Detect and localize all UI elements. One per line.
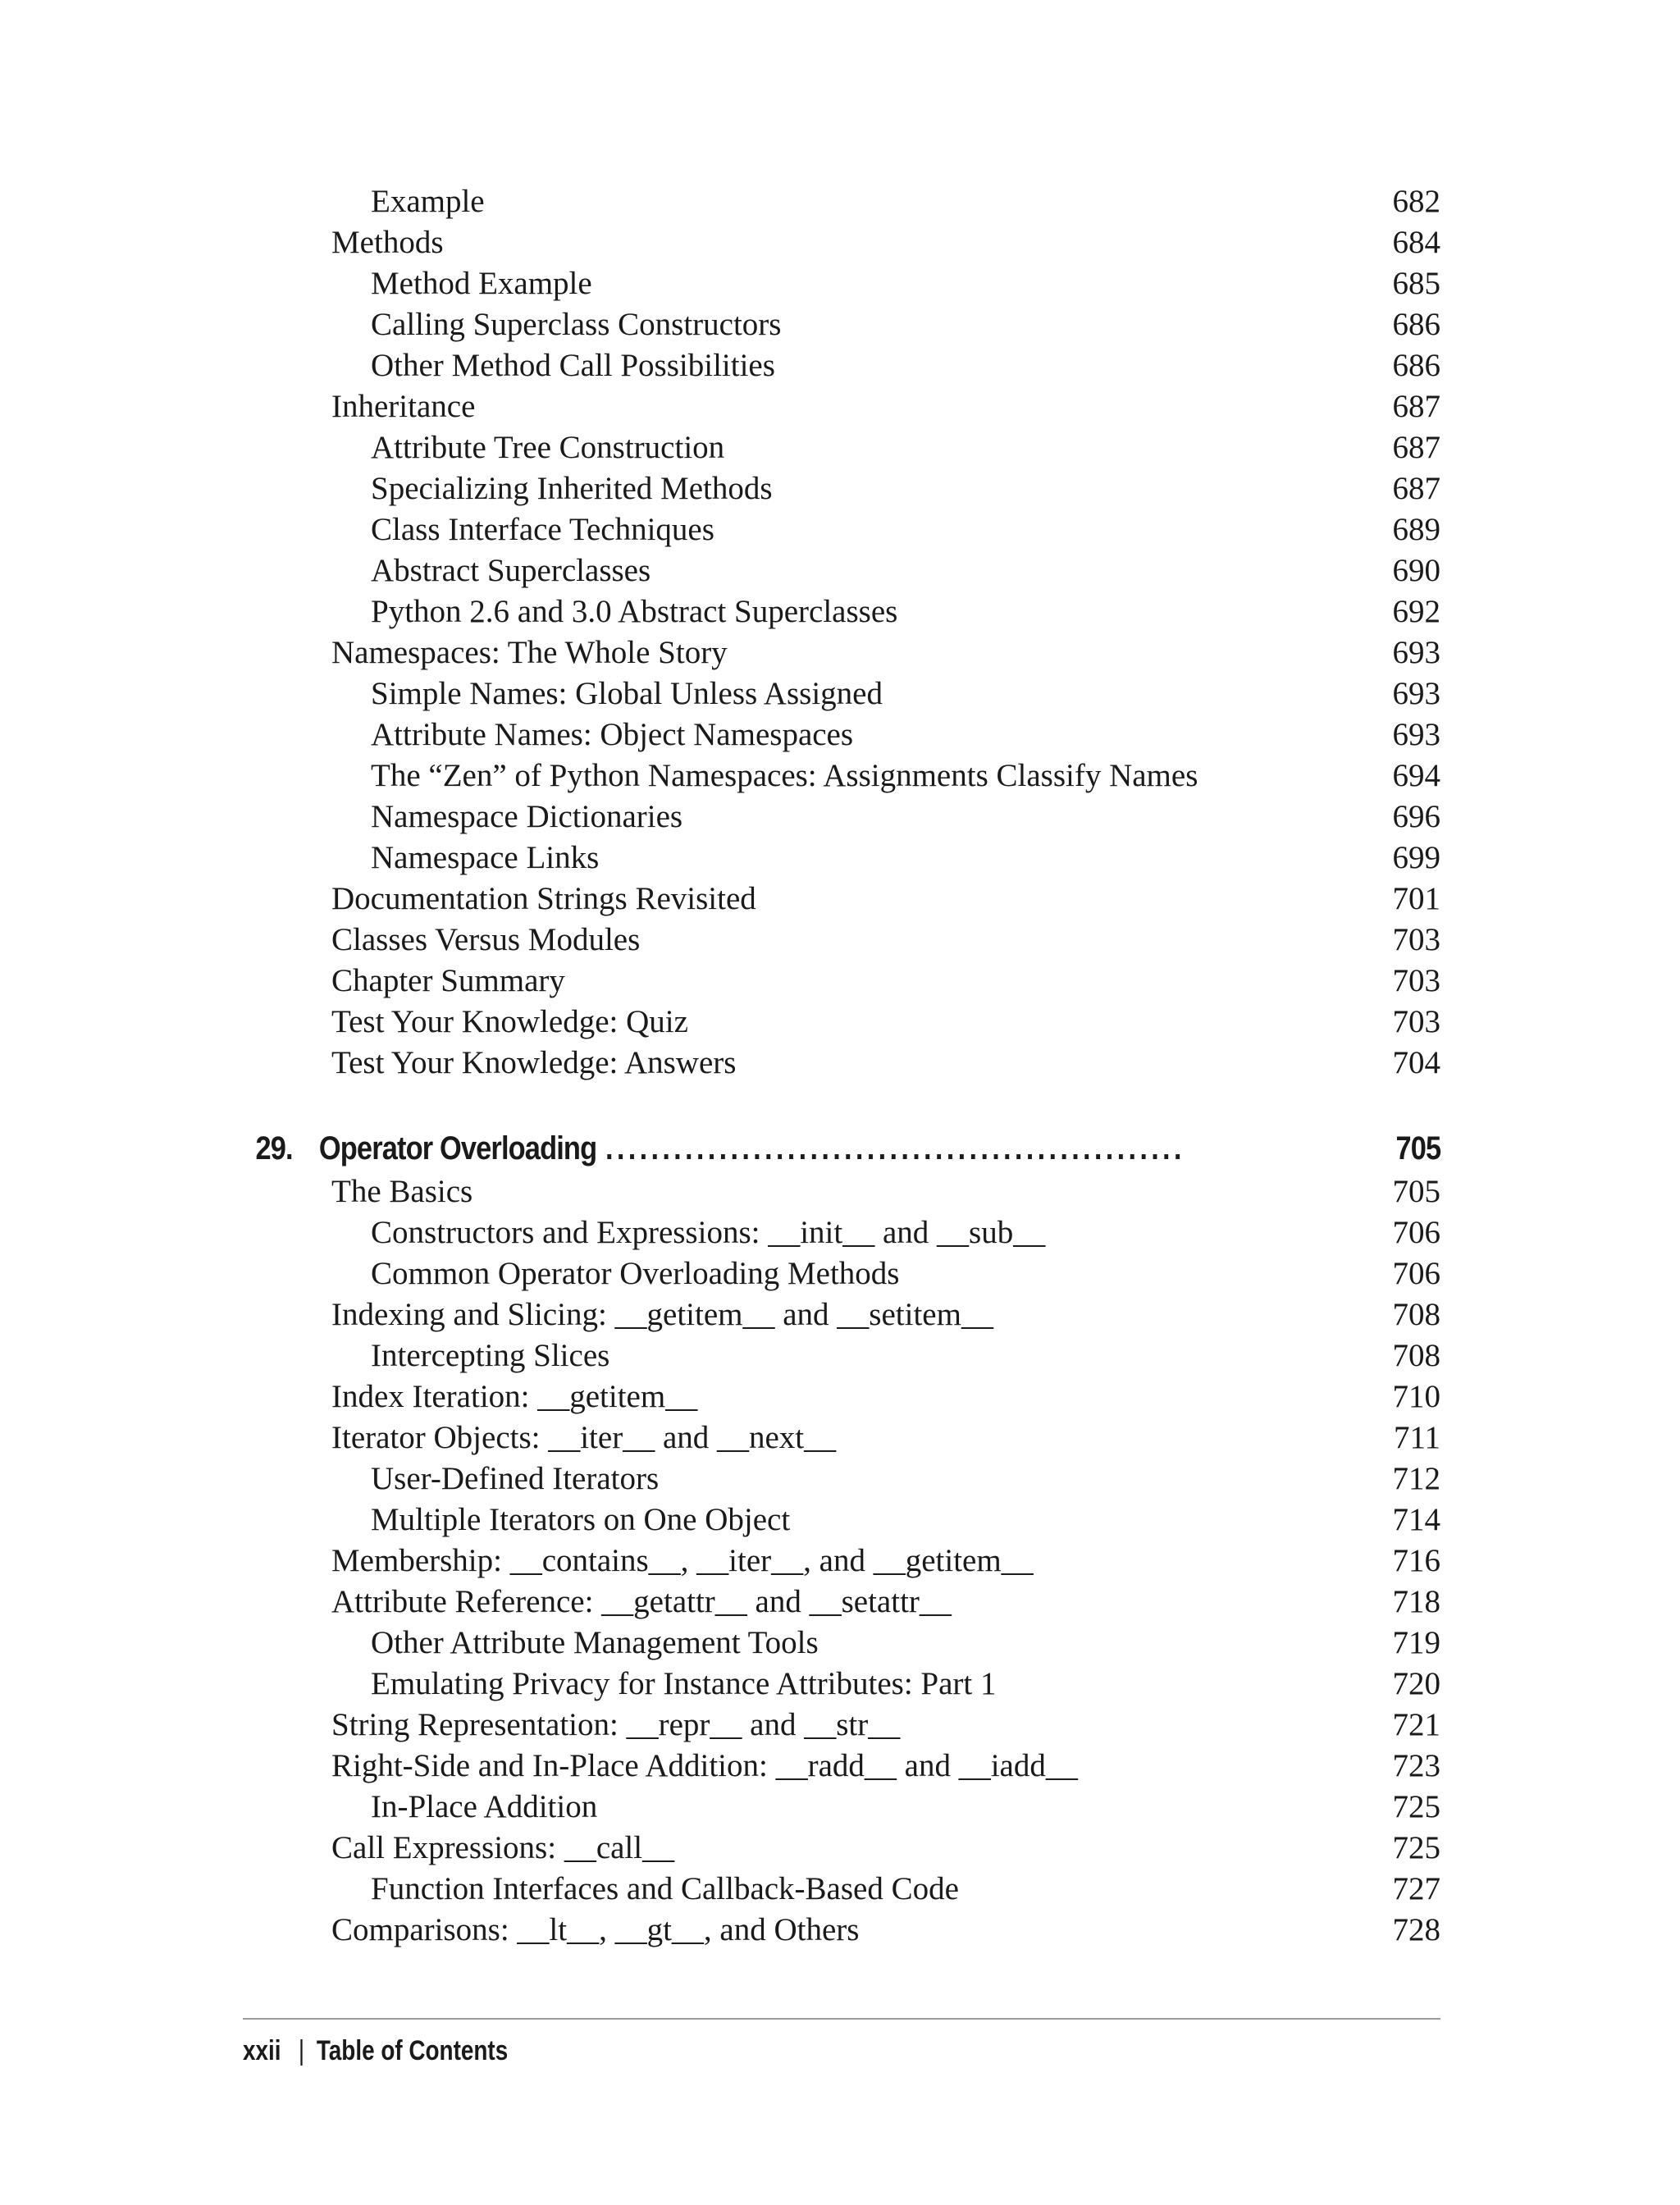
toc-entry	[243, 1418, 1440, 1459]
toc-entry-page-number: 703	[1392, 922, 1440, 957]
toc-entry-title: In-Place Addition	[371, 1789, 598, 1824]
toc-entry	[243, 550, 1440, 591]
toc-entry	[243, 1212, 1440, 1253]
toc-entry	[243, 838, 1440, 879]
toc-entry-title: String Representation: __repr__ and __str__	[331, 1707, 901, 1742]
toc-entry-title: Attribute Names: Object Namespaces	[371, 717, 854, 752]
toc-entry-page-number: 693	[1392, 635, 1440, 670]
toc-entry-title: Method Example	[371, 266, 592, 301]
toc-entry-page-number: 693	[1392, 676, 1440, 711]
toc-entry-title: Test Your Knowledge: Quiz	[331, 1004, 688, 1039]
toc-entry	[243, 1664, 1440, 1705]
toc-entry-title: User-Defined Iterators	[371, 1461, 660, 1496]
toc-entry	[243, 304, 1440, 345]
toc-entry-page-number: 689	[1392, 512, 1440, 547]
toc-entry-page-number: 694	[1392, 758, 1440, 793]
toc-entry-page-number: 714	[1392, 1502, 1440, 1537]
toc-entry-page-number: 721	[1392, 1707, 1440, 1742]
toc-entry	[243, 1746, 1440, 1787]
chapter-entries	[243, 1171, 1440, 1951]
toc-entry-title: Namespace Dictionaries	[371, 799, 683, 834]
toc-entry-page-number: 696	[1392, 799, 1440, 834]
toc-entry-title: Right-Side and In-Place Addition: __radd__ and __iadd__	[331, 1748, 1078, 1783]
toc-entry-page-number: 690	[1392, 553, 1440, 588]
toc-entry-page-number: 686	[1392, 348, 1440, 383]
toc-entry	[243, 1828, 1440, 1869]
toc-entry	[243, 961, 1440, 1002]
toc-entry	[243, 673, 1440, 714]
toc-entry-title: Methods	[331, 225, 444, 260]
toc-entry-page-number: 727	[1392, 1871, 1440, 1906]
toc-entry	[243, 1582, 1440, 1623]
toc-entry-page-number: 687	[1392, 471, 1440, 506]
toc-entry-page-number: 706	[1392, 1215, 1440, 1250]
toc-entry	[243, 1376, 1440, 1418]
toc-entry-title: Constructors and Expressions: __init__ and __sub__	[371, 1215, 1046, 1250]
footer-separator: |	[298, 2035, 305, 2066]
toc-entry-page-number: 692	[1392, 594, 1440, 629]
toc-entry-title: Emulating Privacy for Instance Attributes: Part 1	[371, 1666, 997, 1701]
toc-entry	[243, 386, 1440, 427]
toc-entry-page-number: 682	[1392, 184, 1440, 219]
toc-entry	[243, 427, 1440, 468]
toc-entry	[243, 797, 1440, 838]
toc-entry	[243, 1294, 1440, 1335]
running-title: Table of Contents	[316, 2035, 509, 2066]
toc-entry	[243, 1869, 1440, 1910]
chapter-number: 29.	[255, 1130, 293, 1166]
toc-entry-title: Attribute Tree Construction	[371, 430, 725, 465]
toc-entry-page-number: 705	[1392, 1174, 1440, 1209]
toc-entry	[243, 1002, 1440, 1043]
toc-entry-title: Membership: __contains__, __iter__, and __getitem__	[331, 1543, 1034, 1578]
toc-entry-title: Comparisons: __lt__, __gt__, and Others	[331, 1912, 860, 1947]
toc-entry-title: Inheritance	[331, 389, 476, 424]
toc-section-continued	[243, 181, 1440, 1084]
toc-entry-title: The “Zen” of Python Namespaces: Assignments Classify Names	[371, 758, 1198, 793]
toc-entry	[243, 509, 1440, 550]
toc-entry-title: Namespace Links	[371, 840, 600, 875]
toc-entry	[243, 468, 1440, 509]
toc-entry-page-number: 685	[1392, 266, 1440, 301]
toc-entry-page-number: 710	[1392, 1379, 1440, 1414]
toc-entry	[243, 1623, 1440, 1664]
toc-entry-page-number: 687	[1392, 389, 1440, 424]
toc-entry-title: Common Operator Overloading Methods	[371, 1256, 900, 1291]
toc-entry	[243, 1541, 1440, 1582]
toc-entry-page-number: 686	[1392, 307, 1440, 342]
toc-entry	[243, 1043, 1440, 1084]
chapter-title: Operator Overloading	[318, 1130, 597, 1166]
toc-entry-page-number: 725	[1392, 1789, 1440, 1824]
toc-entry-page-number: 708	[1392, 1338, 1440, 1373]
toc-entry-page-number: 728	[1392, 1912, 1440, 1947]
chapter-heading	[243, 1125, 1440, 1171]
toc-entry	[243, 1171, 1440, 1212]
toc-entry-page-number: 703	[1392, 963, 1440, 998]
footer-rule	[243, 2018, 1440, 2020]
toc-entry	[243, 1459, 1440, 1500]
toc-entry	[243, 345, 1440, 386]
toc-entry-page-number: 718	[1392, 1584, 1440, 1619]
toc-entry	[243, 879, 1440, 920]
toc-entry-page-number: 706	[1392, 1256, 1440, 1291]
toc-entry-title: Index Iteration: __getitem__	[331, 1379, 698, 1414]
toc-entry-title: Intercepting Slices	[371, 1338, 610, 1373]
toc-entry-title: Abstract Superclasses	[371, 553, 651, 588]
toc-entry-title: Test Your Knowledge: Answers	[331, 1045, 737, 1080]
toc-entry	[243, 1253, 1440, 1294]
toc-entry	[243, 714, 1440, 756]
toc-entry-page-number: 719	[1392, 1625, 1440, 1660]
toc-entry	[243, 920, 1440, 961]
toc-entry	[243, 1335, 1440, 1376]
toc-entry	[243, 1705, 1440, 1746]
toc-entry-title: The Basics	[331, 1174, 473, 1209]
toc-entry-title: Example	[371, 184, 485, 219]
toc-entry-title: Call Expressions: __call__	[331, 1830, 675, 1865]
dot-leader: ...................................................	[605, 1130, 1185, 1166]
chapter-page-number: 705	[1395, 1130, 1441, 1166]
toc-entry-title: Python 2.6 and 3.0 Abstract Superclasses	[371, 594, 898, 629]
toc-entry-title: Classes Versus Modules	[331, 922, 641, 957]
toc-entry-page-number: 723	[1392, 1748, 1440, 1783]
toc-entry-page-number: 712	[1392, 1461, 1440, 1496]
toc-entry-page-number: 699	[1392, 840, 1440, 875]
toc-entry-page-number: 716	[1392, 1543, 1440, 1578]
toc-entry	[243, 1787, 1440, 1828]
toc-entry-title: Multiple Iterators on One Object	[371, 1502, 791, 1537]
toc-entry-title: Other Method Call Possibilities	[371, 348, 775, 383]
toc-entry-title: Simple Names: Global Unless Assigned	[371, 676, 883, 711]
toc-entry-page-number: 684	[1392, 225, 1440, 260]
toc-entry	[243, 591, 1440, 632]
toc-entry	[243, 1500, 1440, 1541]
toc-entry-page-number: 703	[1392, 1004, 1440, 1039]
toc-entry	[243, 181, 1440, 222]
toc-entry	[243, 1910, 1440, 1951]
toc-entry	[243, 632, 1440, 673]
toc-entry-page-number: 704	[1392, 1045, 1440, 1080]
page-footer	[243, 2030, 508, 2071]
toc-entry-page-number: 711	[1393, 1420, 1440, 1455]
toc-entry	[243, 263, 1440, 304]
toc-entry-page-number: 693	[1392, 717, 1440, 752]
toc-entry-title: Chapter Summary	[331, 963, 565, 998]
toc-entry-page-number: 725	[1392, 1830, 1440, 1865]
toc-entry	[243, 222, 1440, 263]
toc-entry	[243, 756, 1440, 797]
toc-entry-page-number: 708	[1392, 1297, 1440, 1332]
toc-entry-title: Other Attribute Management Tools	[371, 1625, 819, 1660]
toc-entry-title: Function Interfaces and Callback-Based Code	[371, 1871, 959, 1906]
toc-entry-title: Specializing Inherited Methods	[371, 471, 773, 506]
toc-entry-page-number: 687	[1392, 430, 1440, 465]
toc-entry-title: Attribute Reference: __getattr__ and __setattr__	[331, 1584, 952, 1619]
toc-entry-page-number: 720	[1392, 1666, 1440, 1701]
page-folio: xxii	[243, 2035, 281, 2066]
toc-entry-title: Indexing and Slicing: __getitem__ and __setitem__	[331, 1297, 993, 1332]
toc-entry-title: Namespaces: The Whole Story	[331, 635, 728, 670]
toc-entry-title: Documentation Strings Revisited	[331, 881, 756, 916]
toc-entry-title: Calling Superclass Constructors	[371, 307, 782, 342]
toc-chapter-section	[243, 1125, 1440, 1951]
toc-entry-title: Iterator Objects: __iter__ and __next__	[331, 1420, 837, 1455]
toc-entry-page-number: 701	[1392, 881, 1440, 916]
toc-entry-title: Class Interface Techniques	[371, 512, 714, 547]
